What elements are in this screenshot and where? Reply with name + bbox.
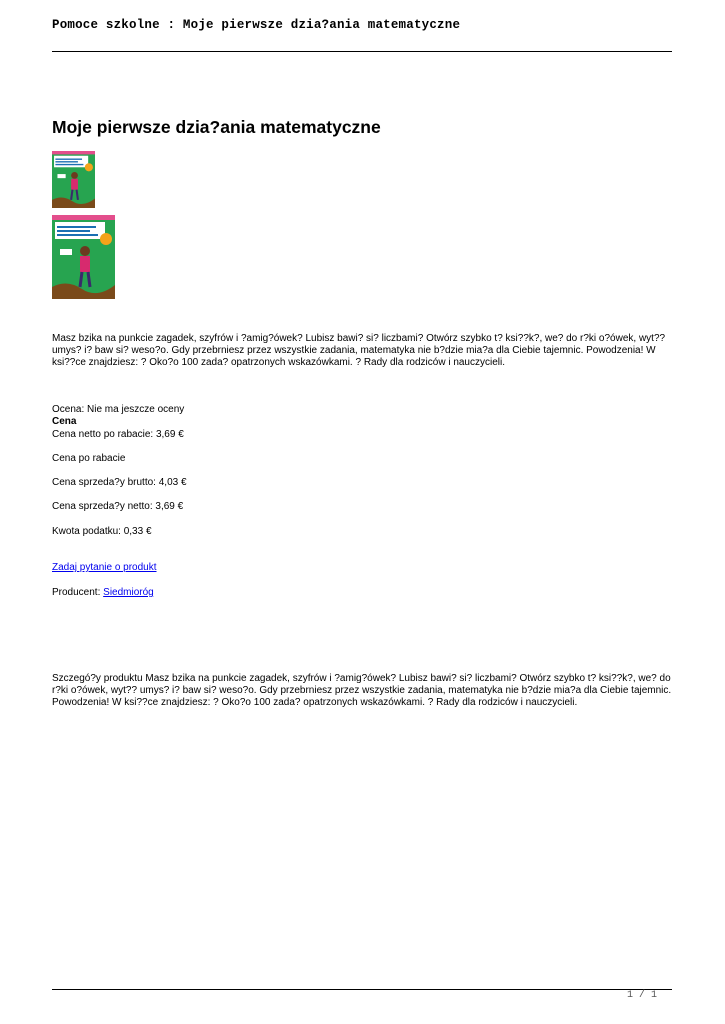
footer-divider: [52, 989, 672, 990]
price-gross: Cena sprzeda?y brutto: 4,03 €: [52, 477, 187, 488]
producer-label: Producent:: [52, 587, 104, 598]
price-heading: Cena: [52, 416, 77, 427]
book-cover-thumbnail-small[interactable]: [52, 151, 95, 208]
product-details: Szczegó?y produktu Masz bzika na punkcie zagadek, szyfrów i ?amig?ówek? Lubisz bawi? si? liczbami? Otwórz szybko t? ksi??k?, we? do r?ki o?ówek, wyt?? umys? i? baw si? weso?o. Gdy przebrniesz przez wszystkie zadania, matematyka nie b?dzie mia?a dla Ciebie tajemnic. Powodzenia! W ksi??ce znajdziesz: ? Oko?o 100 zada? opatrzonych wskazówkami. ? Rady dla rodziców i nauczycieli.: [52, 673, 672, 709]
producer-row: [52, 587, 154, 598]
price-after-discount: Cena po rabacie: [52, 453, 126, 464]
header-divider: [52, 51, 672, 52]
price-net: Cena sprzeda?y netto: 3,69 €: [52, 501, 184, 512]
page-header-title: Pomoce szkolne : Moje pierwsze dzia?ania matematyczne: [52, 18, 461, 32]
product-description: Masz bzika na punkcie zagadek, szyfrów i ?amig?ówek? Lubisz bawi? si? liczbami? Otwórz szybko t? ksi??k?, we? do r?ki o?ówek, wyt?? umys? i? baw si? weso?o. Gdy przebrniesz przez wszystkie zadania, matematyka nie b?dzie mia?a dla Ciebie tajemnic. Powodzenia! W ksi??ce znajdziesz: ? Oko?o 100 zada? opatrzonych wskazówkami. ? Rady dla rodziców i nauczycieli.: [52, 333, 666, 369]
ask-question-link[interactable]: Zadaj pytanie o produkt: [52, 562, 157, 573]
page-number: 1 / 1: [626, 990, 657, 1001]
producer-link[interactable]: Siedmioróg: [103, 587, 154, 598]
rating-text: Ocena: Nie ma jeszcze oceny: [52, 404, 185, 415]
price-net-after-discount: Cena netto po rabacie: 3,69 €: [52, 429, 184, 440]
book-cover-image[interactable]: [52, 215, 115, 299]
tax-amount: Kwota podatku: 0,33 €: [52, 526, 152, 537]
product-title: Moje pierwsze dzia?ania matematyczne: [52, 117, 381, 137]
